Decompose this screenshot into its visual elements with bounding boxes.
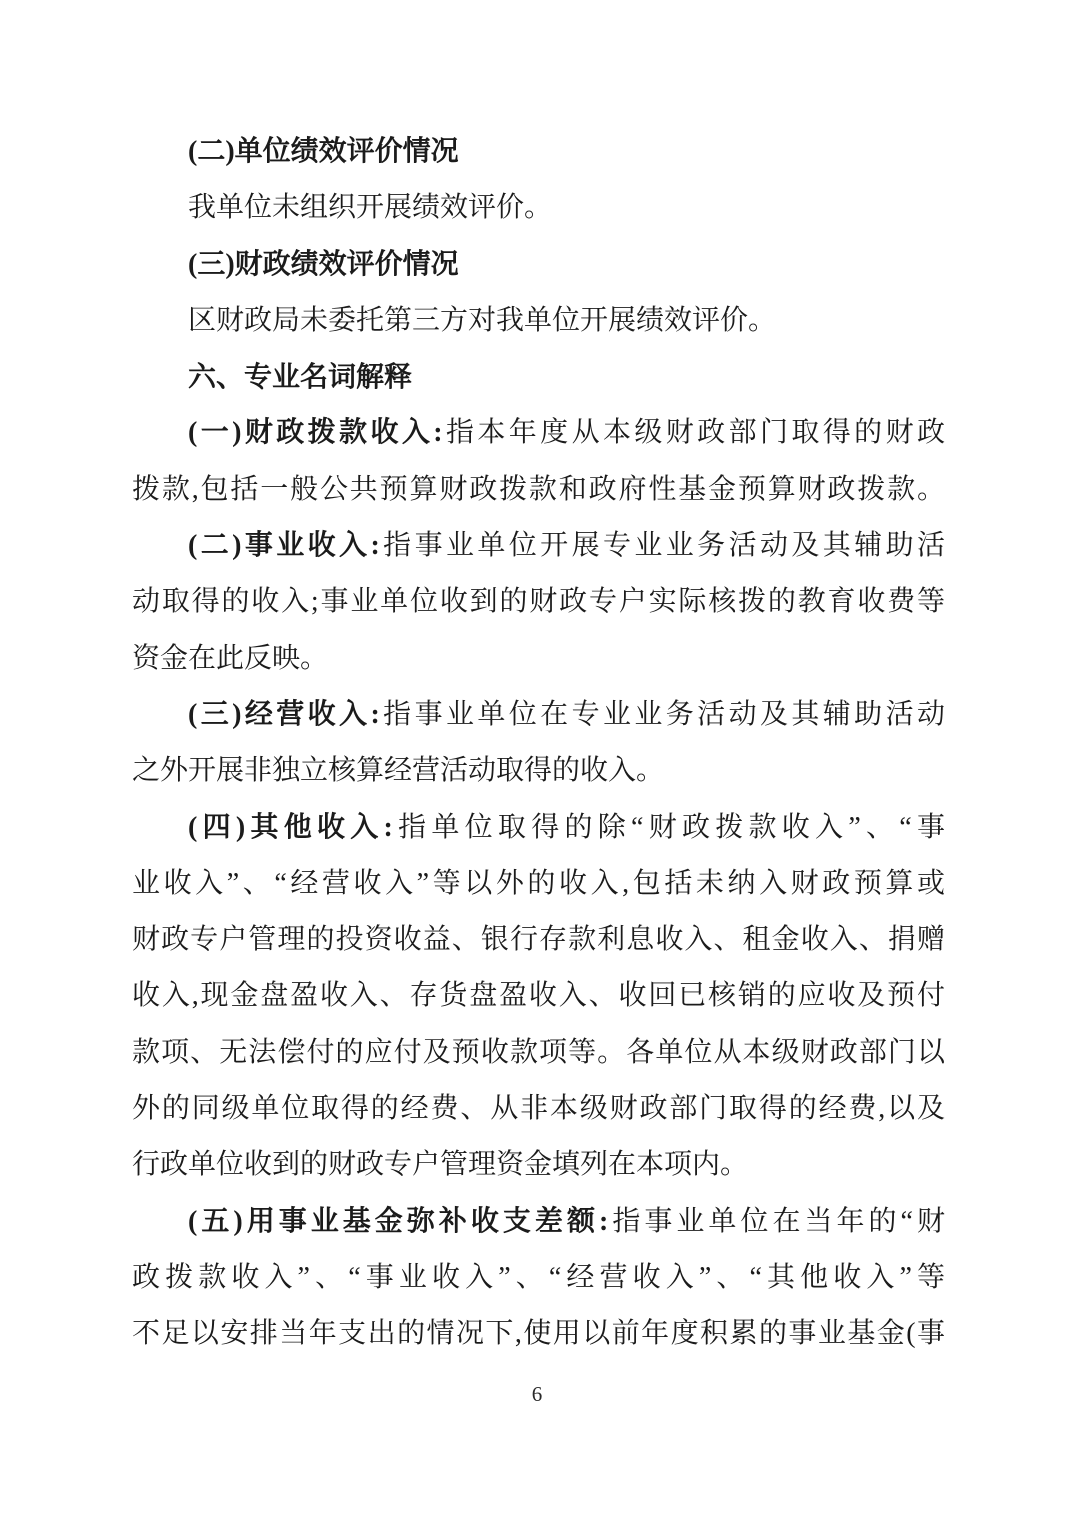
term-line-other-income	[132, 800, 945, 856]
page-number: 6	[531, 1382, 543, 1406]
term-line-fiscal-appropriation-income	[132, 405, 945, 461]
line-text: 我单位未组织开展绩效评价。	[188, 192, 553, 224]
line-text: 不足以安排当年支出的情况下,使用以前年度积累的事业基金(事	[132, 1318, 945, 1350]
subheading-finance-performance-evaluation	[132, 237, 945, 293]
heading-text: 六、专业名词解释	[188, 361, 413, 393]
line-text: 外的同级单位取得的经费、从非本级财政部门取得的经费,以及	[132, 1093, 945, 1125]
text-line	[132, 1081, 945, 1137]
text-line	[132, 743, 945, 799]
heading-text: (三)财政绩效评价情况	[188, 248, 459, 280]
line-bold-prefix: (一)财政拨款收入:	[188, 417, 443, 449]
line-text: 财政专户管理的投资收益、银行存款利息收入、租金收入、捐赠	[132, 924, 945, 956]
text-line	[132, 856, 945, 912]
line-bold-prefix: (三)经营收入:	[188, 698, 380, 730]
term-line-operating-income	[132, 687, 945, 743]
text-line	[132, 1137, 945, 1193]
line-text: 区财政局未委托第三方对我单位开展绩效评价。	[188, 304, 777, 336]
line-text: 业收入”、“经营收入”等以外的收入,包括未纳入财政预算或	[132, 867, 945, 899]
term-line-fund-deficit-coverage	[132, 1194, 945, 1250]
line-text: 指事业单位在当年的“财	[608, 1205, 945, 1237]
line-text: 收入,现金盘盈收入、存货盘盈收入、收回已核销的应收及预付	[132, 980, 945, 1012]
line-text: 之外开展非独立核算经营活动取得的收入。	[132, 755, 665, 787]
line-bold-prefix: (二)事业收入:	[188, 530, 380, 562]
line-text: 政拨款收入”、“事业收入”、“经营收入”、“其他收入”等	[132, 1261, 945, 1293]
term-line-institution-income	[132, 518, 945, 574]
line-text: 指本年度从本级财政部门取得的财政	[442, 417, 945, 449]
text-line	[132, 968, 945, 1024]
text-line	[132, 180, 945, 236]
heading-text: (二)单位绩效评价情况	[188, 136, 459, 167]
document-body	[132, 124, 945, 1363]
text-line	[132, 462, 945, 518]
line-text: 动取得的收入;事业单位收到的财政专户实际核拨的教育收费等	[132, 586, 945, 618]
line-bold-prefix: (五)用事业基金弥补收支差额:	[188, 1205, 609, 1237]
text-line	[132, 912, 945, 968]
heading-terminology	[132, 349, 945, 405]
text-line	[132, 1025, 945, 1081]
text-line	[132, 1250, 945, 1306]
line-text: 资金在此反映。	[132, 642, 329, 674]
text-line	[132, 1306, 945, 1362]
text-line	[132, 574, 945, 630]
line-text: 款项、无法偿付的应付及预收款项等。各单位从本级财政部门以	[132, 1036, 945, 1068]
subheading-unit-performance-evaluation	[132, 124, 945, 180]
text-line	[132, 631, 945, 687]
text-line	[132, 293, 945, 349]
line-text: 行政单位收到的财政专户管理资金填列在本项内。	[132, 1149, 749, 1181]
line-text: 指事业单位在专业业务活动及其辅助活动	[379, 698, 945, 730]
line-text: 指事业单位开展专业业务活动及其辅助活	[379, 530, 945, 562]
line-text: 指单位取得的除“财政拨款收入”、“事	[392, 811, 945, 843]
line-text: 拨款,包括一般公共预算财政拨款和政府性基金预算财政拨款。	[132, 473, 945, 505]
line-bold-prefix: (四)其他收入:	[188, 811, 393, 843]
